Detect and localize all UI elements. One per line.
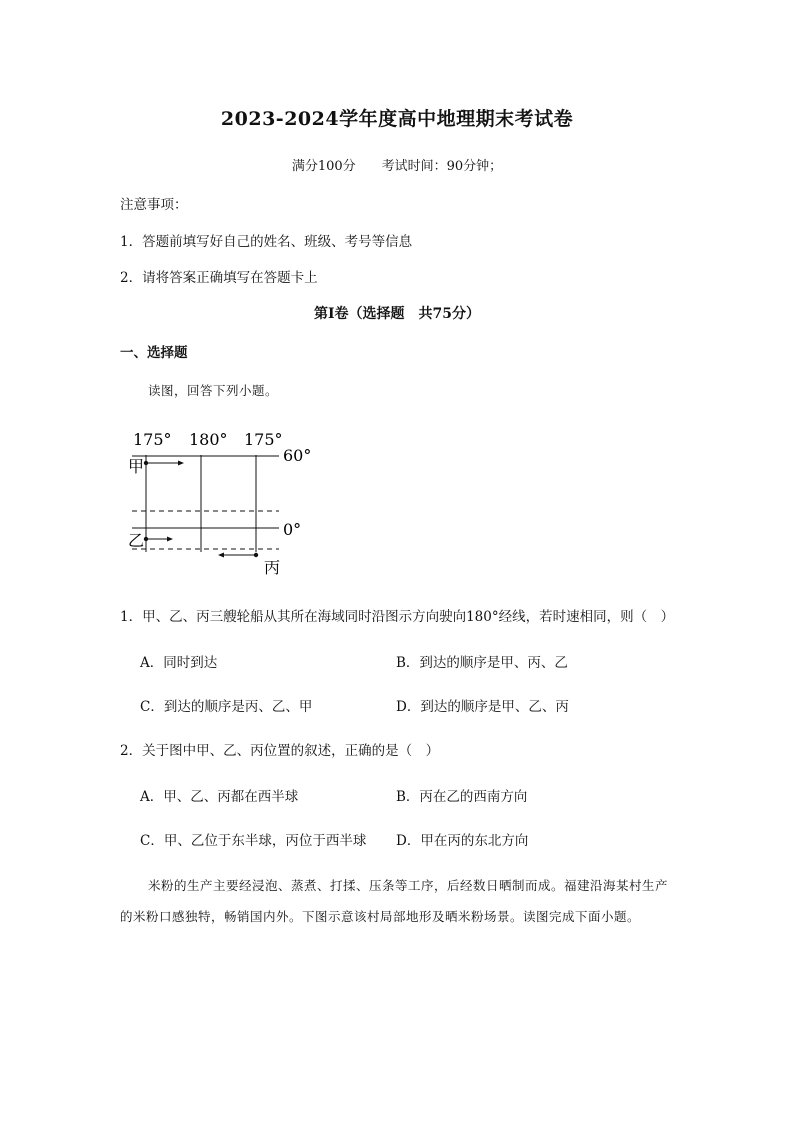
longitude-latitude-figure <box>125 425 325 580</box>
ship-label-yi: 乙 <box>128 531 145 550</box>
question-2-option-b: B．丙在乙的西南方向 <box>396 789 528 805</box>
exam-title: 2023-2024学年度高中地理期末考试卷 <box>220 108 574 130</box>
question-2-stem: 2．关于图中甲、乙、丙位置的叙述，正确的是（ ） <box>120 743 440 759</box>
notice-item: 2．请将答案正确填写在答题卡上 <box>120 270 318 286</box>
question-1-option-a: A．同时到达 <box>140 655 218 671</box>
lat-label-60: 60° <box>283 446 312 465</box>
lon-label-175w: 175° <box>133 430 172 449</box>
notice-item: 1．答题前填写好自己的姓名、班级、考号等信息 <box>120 234 413 250</box>
exam-info: 满分100分 考试时间：90分钟； <box>291 159 503 174</box>
notice-heading: 注意事项： <box>120 197 188 213</box>
lat-label-0: 0° <box>283 520 302 539</box>
question-2-option-c: C．甲、乙位于东半球，丙位于西半球 <box>140 833 367 849</box>
question-1-stem: 1．甲、乙、丙三艘轮船从其所在海域同时沿图示方向驶向180°经线，若时速相同，则（ ） <box>120 609 675 625</box>
part-title: 第I卷（选择题 共75分） <box>313 306 481 322</box>
section-title: 一、选择题 <box>120 345 188 361</box>
question-intro-paragraph: 米粉的生产主要经浸泡、蒸煮、打揉、压条等工序，后经数日晒制而成。福建沿海某村生产的米粉口感独特，畅销国内外。下图示意该村局部地形及晒米粉场景。读图完成下面小题。 <box>120 878 669 924</box>
lon-label-180: 180° <box>189 430 228 449</box>
question-1-option-c: C．到达的顺序是丙、乙、甲 <box>140 699 313 715</box>
question-2-option-a: A．甲、乙、丙都在西半球 <box>140 789 299 805</box>
question-intro: 读图，回答下列小题。 <box>148 383 279 398</box>
arrowhead-icon <box>178 461 184 466</box>
question-2-option-d: D．甲在丙的东北方向 <box>396 833 529 849</box>
lon-label-175e: 175° <box>244 430 283 449</box>
question-1-option-d: D．到达的顺序是甲、乙、丙 <box>396 699 569 715</box>
question-1-option-b: B．到达的顺序是甲、丙、乙 <box>396 655 568 671</box>
arrowhead-icon <box>218 553 224 558</box>
ship-label-jia: 甲 <box>128 457 145 476</box>
arrowhead-icon <box>167 537 173 542</box>
ship-label-bing: 丙 <box>264 558 281 577</box>
